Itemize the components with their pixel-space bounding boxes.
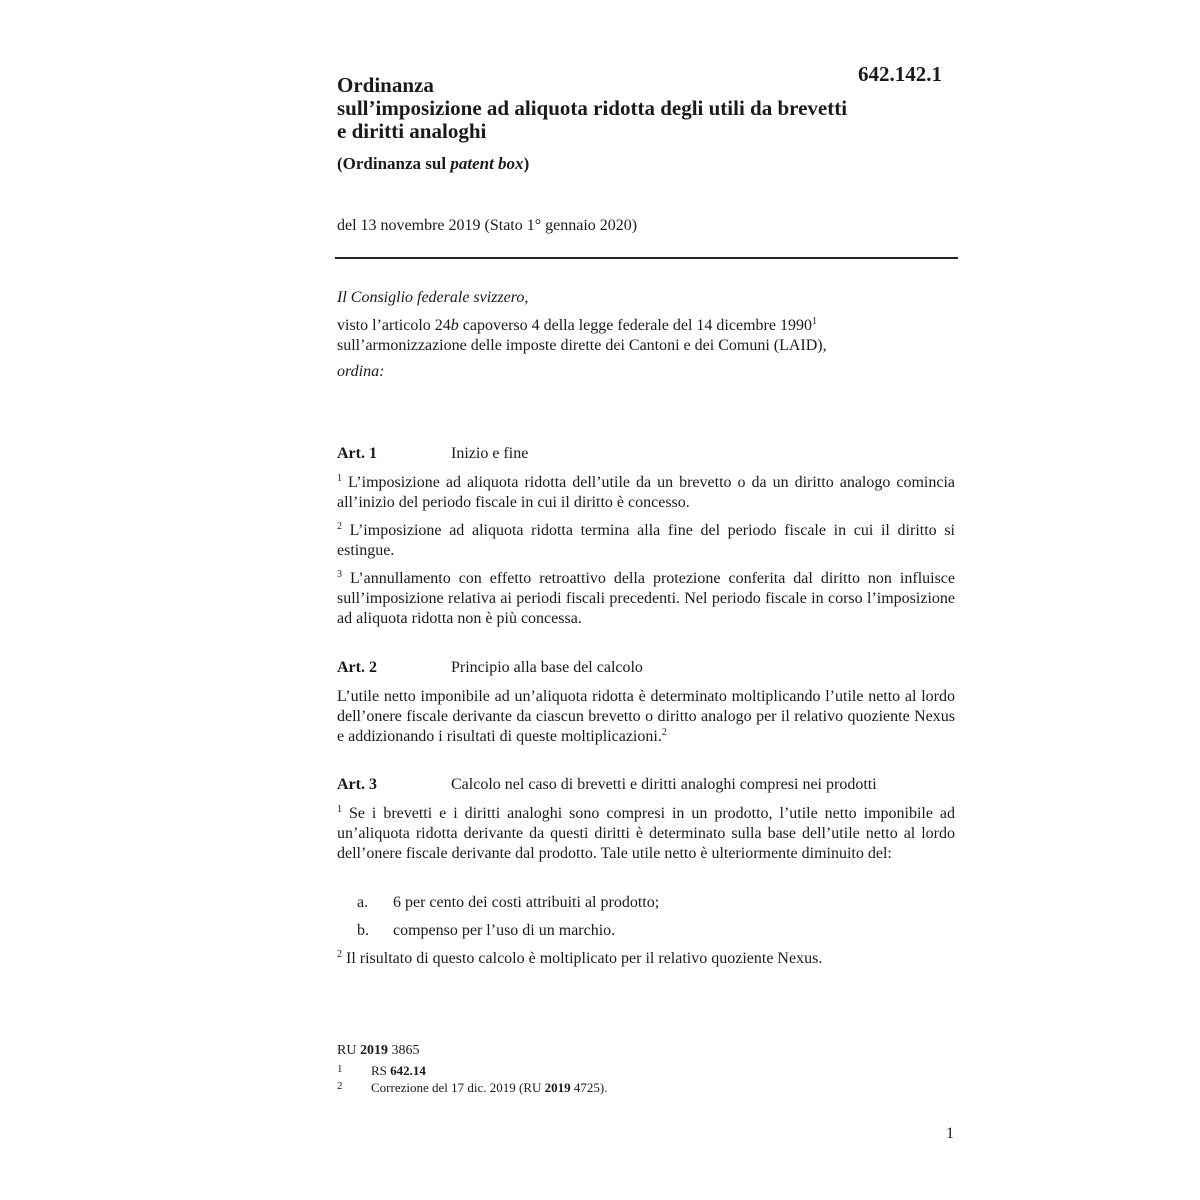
ru-year: 2019 xyxy=(359,1043,388,1058)
sr-number: 642.142.1 xyxy=(858,62,942,86)
article-1-title: Inizio e fine xyxy=(451,445,529,462)
paragraph-text: L’imposizione ad aliquota ridotta termina alla fine del periodo fiscale in cui il diritto si estingue. xyxy=(337,522,955,559)
preamble-visto-italic: b xyxy=(450,317,459,334)
title-line-2: sull’imposizione ad aliquota ridotta degli utili da brevetti xyxy=(337,96,848,120)
footnote-prefix: Correzione del 17 dic. 2019 (RU xyxy=(371,1080,545,1095)
paragraph-number: 3 xyxy=(337,569,342,580)
article-3-title: Calcolo nel caso di brevetti e diritti analoghi compresi nei prodotti xyxy=(451,776,877,793)
title-line-1: Ordinanza xyxy=(337,73,434,97)
footnote-2 xyxy=(337,1080,608,1096)
subtitle-suffix: ) xyxy=(523,154,530,173)
list-text: compenso per l’uso di un marchio. xyxy=(393,922,616,939)
header-divider xyxy=(335,257,958,259)
article-1-number: Art. 1 xyxy=(337,445,377,462)
subtitle-prefix: (Ordinanza sul xyxy=(337,154,451,173)
article-3-heading xyxy=(337,776,957,794)
preamble-ordina: ordina: xyxy=(337,363,385,380)
article-3-paragraph-2 xyxy=(337,949,955,969)
article-3-paragraph-1 xyxy=(337,804,955,864)
list-item-b xyxy=(337,921,955,941)
footnote-ref-1[interactable]: 1 xyxy=(811,316,817,327)
article-2-title: Principio alla base del calcolo xyxy=(451,659,643,676)
footnote-suffix: 4725). xyxy=(570,1080,608,1095)
title-line-3: e diritti analoghi xyxy=(337,119,487,143)
list-item-a xyxy=(337,893,955,913)
article-1-heading xyxy=(337,445,957,463)
list-text: 6 per cento dei costi attribuiti al prodotto; xyxy=(393,894,660,911)
preamble-authority: Il Consiglio federale svizzero, xyxy=(337,289,529,306)
article-3-number: Art. 3 xyxy=(337,776,377,793)
preamble-visto xyxy=(337,316,955,336)
preamble-line-2: sull’armonizzazione delle imposte dirette dei Cantoni e dei Comuni (LAID), xyxy=(337,337,827,354)
document-subtitle xyxy=(337,154,529,174)
paragraph-number: 2 xyxy=(337,521,342,532)
list-letter: a. xyxy=(357,894,369,911)
paragraph-number: 2 xyxy=(337,949,342,960)
paragraph-text: L’imposizione ad aliquota ridotta dell’utile da un brevetto o da un diritto analogo comincia all’inizio del periodo fiscale in cui il diritto è concesso. xyxy=(337,474,956,511)
paragraph-number: 1 xyxy=(337,473,342,484)
paragraph-text: Il risultato di questo calcolo è moltiplicato per il relativo quoziente Nexus. xyxy=(346,950,823,967)
document-title xyxy=(337,74,957,143)
ru-reference xyxy=(337,1043,419,1059)
footnote-1 xyxy=(337,1063,426,1079)
article-1-paragraph-1 xyxy=(337,473,955,513)
footnote-number: 2 xyxy=(337,1080,343,1092)
footnote-ref-2[interactable]: 2 xyxy=(661,727,667,738)
footnote-bold: 642.14 xyxy=(390,1063,426,1078)
article-2-heading xyxy=(337,659,957,677)
article-1-paragraph-2 xyxy=(337,521,955,561)
paragraph-text: Se i brevetti e i diritti analoghi sono compresi in un prodotto, l’utile netto imponibile ad un’aliquota ridotta derivante da questi diritti è determinato sulla base dell’utile netto al lordo dell’onere fiscale derivante dal prodotto. Tale utile netto è ulteriormente diminuito del: xyxy=(337,805,956,862)
subtitle-italic: patent box xyxy=(450,154,524,173)
article-2-number: Art. 2 xyxy=(337,659,377,676)
list-letter: b. xyxy=(357,922,369,939)
preamble-visto-text: visto l’articolo 24 xyxy=(337,317,451,334)
footnote-number: 1 xyxy=(337,1063,343,1075)
article-1-paragraph-3 xyxy=(337,569,955,629)
paragraph-number: 1 xyxy=(337,804,342,815)
footnote-prefix: RS xyxy=(371,1063,391,1078)
paragraph-text: L’utile netto imponibile ad un’aliquota ridotta è determinato moltiplicando l’utile netto al lordo dell’onere fiscale derivante da ciascun brevetto o diritto analogo per il relativo quoziente Nexus e addizionando i risultati di queste moltiplicazioni. xyxy=(337,688,955,745)
date-line: del 13 novembre 2019 (Stato 1° gennaio 2020) xyxy=(337,217,638,234)
ru-page: 3865 xyxy=(387,1043,420,1058)
footnote-bold: 2019 xyxy=(544,1080,571,1095)
preamble-visto-text-2: capoverso 4 della legge federale del 14 dicembre 1990 xyxy=(458,317,812,334)
article-2-text xyxy=(337,687,955,747)
paragraph-text: L’annullamento con effetto retroattivo della protezione conferita dal diritto non influisce sull’imposizione relativa ai periodi fiscali precedenti. Nel periodo fiscale in corso l’imposizione ad aliquota ridotta non è più concessa. xyxy=(337,570,956,627)
ru-prefix: RU xyxy=(337,1043,360,1058)
page-number: 1 xyxy=(946,1125,954,1142)
